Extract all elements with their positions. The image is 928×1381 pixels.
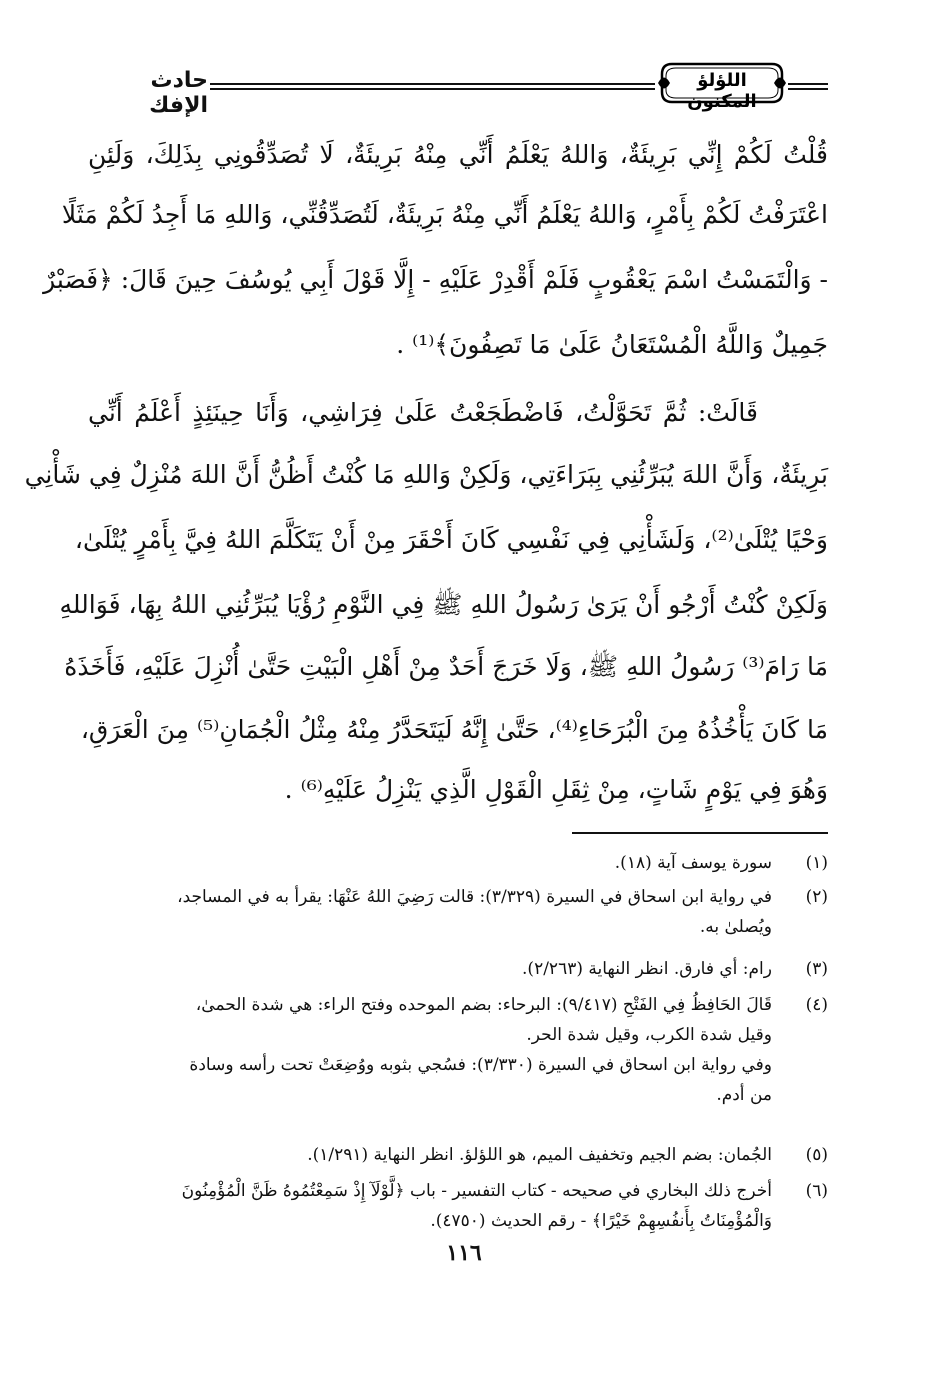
text-line: بَرِيئَةٌ، وَأَنَّ اللهَ يُبَرِّئُنِي بِبَرَاءَتِي، وَلَكِنْ وَاللهِ مَا كُنْتُ أَظُنُّ أَنَّ اللهَ مُنْزِلٌ فِي شَأْنِي: [24, 460, 828, 489]
footnote-number: (١): [805, 853, 828, 873]
footnote-text-block: [88, 882, 772, 942]
footnote-separator: [572, 832, 828, 834]
footnote-text: سورة يوسف آية (١٨).: [614, 853, 772, 873]
text-line: اعْتَرَفْتُ لَكُمْ بِأَمْرٍ، وَاللهُ يَعْلَمُ أَنِّي مِنْهُ بَرِيئَةٌ، لَتُصَدِّقُنِّي، وَاللهِ مَا أَجِدُ لَكُمْ مَثَلًا: [61, 200, 828, 229]
text-line: وَلَكِنْ كُنْتُ أَرْجُو أَنْ يَرَىٰ رَسُولُ اللهِ ﷺ فِي النَّوْمِ رُؤْيَا يُبَرِّئُنِي اللهُ بِهَا، فَوَاللهِ: [59, 590, 828, 619]
footnote-text: وفي رواية ابن اسحاق في السيرة (٣/٣٣٠): فسُجي بثوبه ووُضِعَتْ تحت رأسه وسادة: [189, 1055, 772, 1075]
footnote-text: رام: أي فارق. انظر النهاية (٢/٢٦٣).: [522, 959, 772, 979]
paragraph-start-line: قَالَتْ: ثُمَّ تَحَوَّلْتُ، فَاضْطَجَعْتُ عَلَىٰ فِرَاشِي، وَأَنَا حِينَئِذٍ أَعْلَمُ أَنِّي: [88, 398, 758, 427]
footnote-text: في رواية ابن اسحاق في السيرة (٣/٣٢٩): قالت رَضِيَ اللهُ عَنْهَا: يقرأ به في المساجد،: [177, 887, 772, 907]
footnote-number: (٦): [805, 1181, 828, 1201]
footnote-text-block: [88, 990, 772, 1110]
header-rule-left: [210, 83, 655, 90]
footnote-number: (٤): [805, 995, 828, 1015]
running-title: حادث الإفك: [149, 68, 208, 118]
page-header: [88, 58, 828, 118]
footnote-number: (٥): [805, 1145, 828, 1165]
text-line: جَمِيلٌ وَاللَّهُ الْمُسْتَعَانُ عَلَىٰ مَا تَصِفُونَ﴾⁽¹⁾ .: [396, 330, 828, 359]
text-line: - وَالْتَمَسْتُ اسْمَ يَعْقُوبٍ فَلَمْ أَقْدِرْ عَلَيْهِ - إِلَّا قَوْلَ أَبِي يُوسُفَ حِينَ قَالَ: ﴿فَصَبْرٌ: [43, 265, 828, 294]
footnote-number: (٢): [805, 887, 828, 907]
text-line: مَا رَامَ⁽³⁾ رَسُولُ اللهِ ﷺ، وَلَا خَرَجَ أَحَدٌ مِنْ أَهْلِ الْبَيْتِ حَتَّىٰ أُنْزِلَ عَلَيْهِ، فَأَخَذَهُ: [64, 652, 828, 681]
footnote-text: من أدم.: [716, 1085, 772, 1105]
footnote-text: ويُصلىٰ به.: [699, 917, 772, 937]
footnote-number: (٣): [805, 959, 828, 979]
text-line: وَحْيًا يُتْلَىٰ⁽²⁾، وَلَشَأْنِي فِي نَفْسِي كَانَ أَحْقَرَ مِنْ أَنْ يَتَكَلَّمَ اللهُ فِيَّ بِأَمْرٍ يُتْلَىٰ،: [74, 525, 828, 554]
header-rule-right: [788, 83, 828, 90]
footnote-text: قَالَ الحَافِظُ فِي الفَتْحِ (٩/٤١٧): البرحاء: بضم الموحده وفتح الراء: هي شدة الحمىٰ،: [195, 995, 772, 1015]
page-number: ١١٦: [446, 1240, 482, 1266]
footnote-text: أخرج ذلك البخاري في صحيحه - كتاب التفسير - باب ﴿لَّوْلَآ إِذْ سَمِعْتُمُوهُ ظَنَّ الْمُؤْمِنُونَ: [181, 1181, 772, 1201]
footnote-text: وقيل شدة الكرب، وقيل شدة الحر.: [526, 1025, 772, 1045]
text-line: مَا كَانَ يَأْخُذُهُ مِنَ الْبُرَحَاءِ⁽⁴⁾، حَتَّىٰ إِنَّهُ لَيَتَحَدَّرُ مِنْهُ مِثْلُ الْجُمَانِ⁽⁵⁾ مِنَ الْعَرَقِ،: [80, 715, 828, 744]
footnote-text: وَالْمُؤْمِنَاتُ بِأَنفُسِهِمْ خَيْرًا﴾ - رقم الحديث (٤٧٥٠).: [430, 1211, 772, 1231]
footnote-text-block: [88, 1176, 772, 1236]
footnote-text: الجُمان: بضم الجيم وتخفيف الميم، هو اللؤلؤ. انظر النهاية (١/٢٩١).: [307, 1145, 772, 1165]
text-line: قُلْتُ لَكُمْ إِنِّي بَرِيئَةٌ، وَاللهُ يَعْلَمُ أَنِّي مِنْهُ بَرِيئَةٌ، لَا تُصَدِّقُونِي بِذَلِكَ، وَلَئِنِ: [88, 140, 828, 169]
text-line: وَهُوَ فِي يَوْمٍ شَاتٍ، مِنْ ثِقَلِ الْقَوْلِ الَّذِي يَنْزِلُ عَلَيْهِ⁽⁶⁾ .: [284, 775, 828, 804]
book-title: اللؤلؤ المكنون: [687, 70, 757, 112]
